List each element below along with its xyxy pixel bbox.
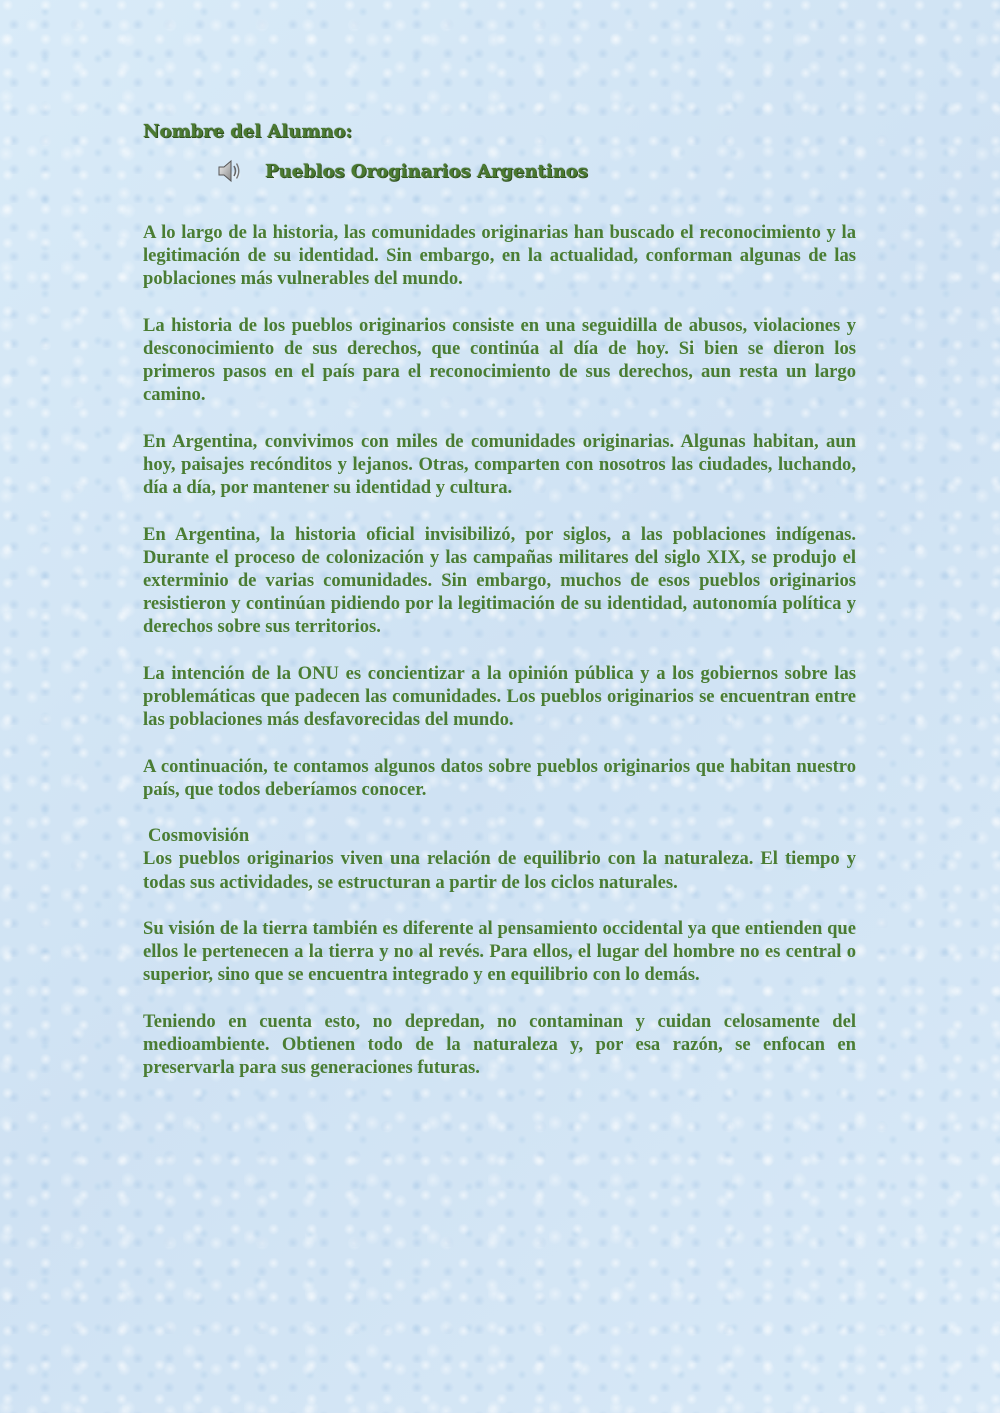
speaker-icon[interactable]	[215, 157, 243, 185]
paragraph: Teniendo en cuenta esto, no depredan, no contaminan y cuidan celosamente del medioambiente. Obtienen todo de la naturaleza y, por esa razón, se enfocan en preservarla para sus generaciones futuras.	[143, 1010, 856, 1079]
paragraph: La intención de la ONU es concientizar a la opinión pública y a los gobiernos sobre las problemáticas que padecen las comunidades. Los pueblos originarios se encuentran entre las poblaciones más desfavorecidas del mundo.	[143, 662, 856, 731]
paragraph: En Argentina, la historia oficial invisibilizó, por siglos, a las poblaciones indígenas. Durante el proceso de colonización y las campañas militares del siglo XIX, se produjo el exterminio de varias comunidades. Sin embargo, muchos de esos pueblos originarios resistieron y continúan pidiendo por la legitimación de su identidad, autonomía política y derechos sobre sus territorios.	[143, 523, 856, 638]
paragraph: A lo largo de la historia, las comunidades originarias han buscado el reconocimiento y la legitimación de su identidad. Sin embargo, en la actualidad, conforman algunas de las poblaciones más vulnerables del mundo.	[143, 222, 856, 290]
body-text	[143, 221, 856, 1079]
section-heading-cosmovision: Cosmovisión	[148, 825, 250, 847]
paragraph: Los pueblos originarios viven una relación de equilibrio con la naturaleza. El tiempo y todas sus actividades, se estructuran a partir de los ciclos naturales.	[143, 848, 856, 893]
student-name-label: Nombre del Alumno:	[143, 121, 353, 142]
title-row	[215, 155, 856, 187]
document-title: Pueblos Oroginarios Argentinos	[265, 160, 588, 182]
paragraph: La historia de los pueblos originarios consiste en una seguidilla de abusos, violaciones y desconocimiento de sus derechos, que continúa al día de hoy. Si bien se dieron los primeros pasos en el país para el reconocimiento de sus derechos, aun resta un largo camino.	[143, 314, 856, 406]
document-page	[143, 118, 856, 1103]
paragraph: En Argentina, convivimos con miles de comunidades originarias. Algunas habitan, aun hoy, paisajes recónditos y lejanos. Otras, comparten con nosotros las ciudades, luchando, día a día, por mantener su identidad y cultura.	[143, 430, 856, 499]
paragraph: Su visión de la tierra también es diferente al pensamiento occidental ya que entienden que ellos le pertenecen a la tierra y no al revés. Para ellos, el lugar del hombre no es central o superior, sino que se encuentra integrado y en equilibrio con lo demás.	[143, 917, 856, 986]
paragraph: A continuación, te contamos algunos datos sobre pueblos originarios que habitan nuestro país, que todos deberíamos conocer.	[143, 755, 856, 800]
